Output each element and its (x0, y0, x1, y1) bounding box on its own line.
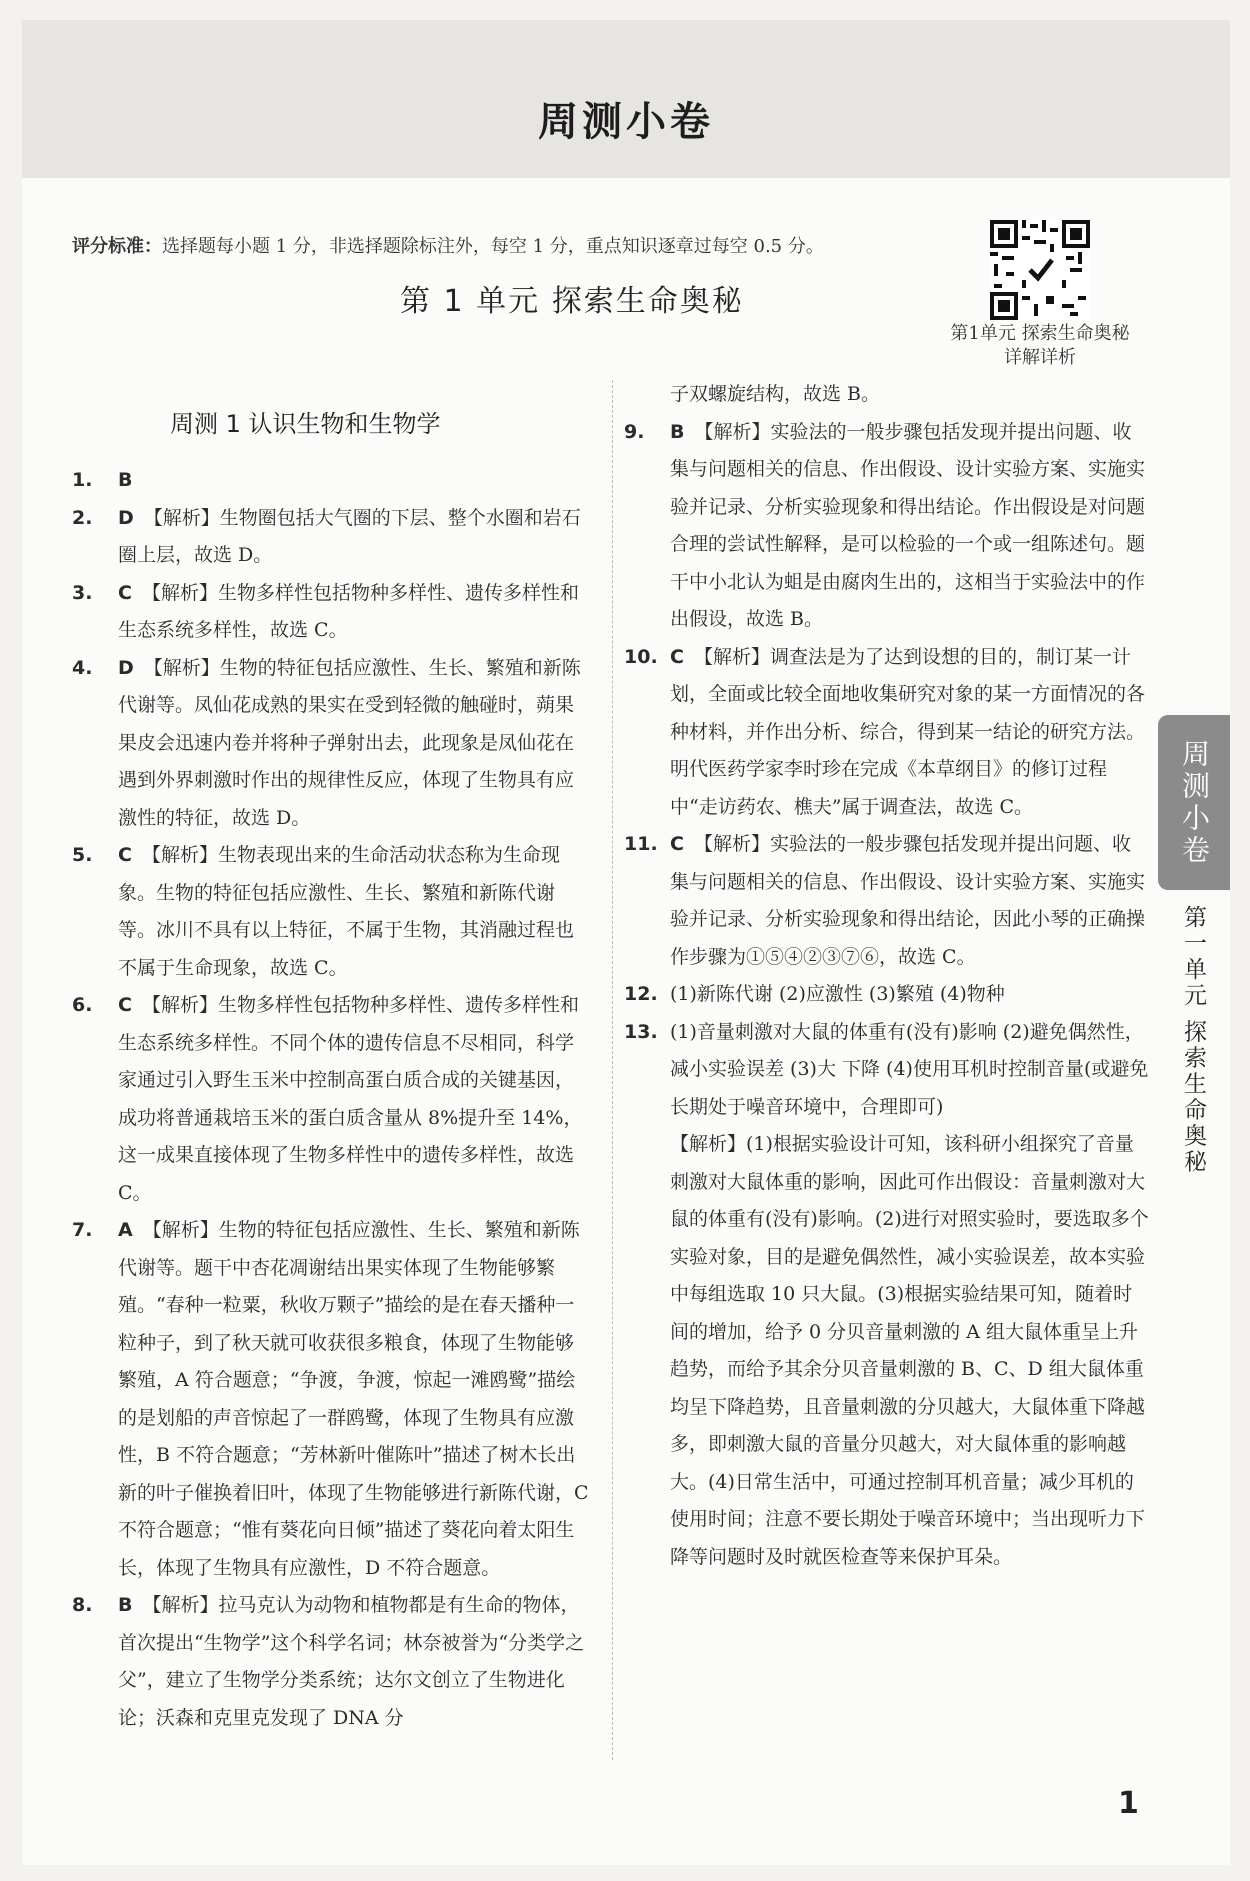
answer-item-6 (72, 987, 592, 1212)
item-answer: D (118, 506, 134, 529)
item-number: 2. (72, 506, 93, 529)
section-title: 周测 1 认识生物和生物学 (170, 410, 441, 438)
answer-item-5 (72, 837, 592, 987)
item-answer: C (118, 581, 132, 604)
qr-code-icon[interactable] (990, 220, 1090, 320)
item-text: 【解析】生物的特征包括应激性、生长、繁殖和新陈代谢等。凤仙花成熟的果实在受到轻微的触碰时，蒴果果皮会迅速内卷并将种子弹射出去，此现象是凤仙花在遇到外界刺激时作出的规律性反应，体现了生物具有应激性的特征，故选 D。 (118, 656, 581, 829)
answer-item-13 (624, 1014, 1149, 1127)
item-answer: C (118, 994, 132, 1016)
answer-item-8 (72, 1587, 592, 1737)
item-number: 5. (72, 844, 93, 866)
scoring-standard (72, 232, 824, 258)
item-number: 7. (72, 1219, 93, 1241)
item-number: 13. (624, 1020, 658, 1043)
unit-title: 第 1 单元 探索生命奥秘 (400, 284, 744, 319)
side-unit-label: 第一单元 探索生命奥秘 (1180, 905, 1206, 1176)
answer-item-13-analysis (624, 1126, 1149, 1576)
item-number: 11. (624, 833, 658, 855)
item-text: 【解析】拉马克认为动物和植物都是有生命的物体，首次提出“生物学”这个科学名词；林奈被誉为“分类学之父”，建立了生物学分类系统；达尔文创立了生物进化论；沃森和克里克发现了 DNA 分 (118, 1594, 585, 1729)
item-number: 3. (72, 581, 93, 604)
page-number: 1 (1118, 1786, 1139, 1821)
item-text: 【解析】(1)根据实验设计可知，该科研小组探究了音量刺激对大鼠体重的影响，因此可作出假设：音量刺激对大鼠的体重有(没有)影响。(2)进行对照实验时，要选取多个实验对象，目的是避免偶然性，减小实验误差，故本实验中每组选取 10 只大鼠。(3)根据实验结果可知，随着时间的增加，给予 0 分贝音量刺激的 A 组大鼠体重呈上升趋势，而给予其余分贝音量刺激的 B、C、D 组大鼠体重均呈下降趋势，且音量刺激的分贝越大，大鼠体重下降越多，即刺激大鼠的音量分贝越大，对大鼠体重的影响越大。(4)日常生活中，可通过控制耳机音量；减少耳机的使用时间；注意不要长期处于噪音环境中；当出现听力下降等问题时及时就医检查等来保护耳朵。 (670, 1133, 1149, 1568)
qr-caption-line1: 第1单元 探索生命奥秘 (950, 323, 1130, 344)
item-number: 1. (72, 469, 93, 491)
item-number: 10. (624, 645, 658, 668)
column-divider (612, 380, 613, 1760)
item-answer: D (118, 656, 134, 679)
item-text: 【解析】调查法是为了达到设想的目的，制订某一计划，全面或比较全面地收集研究对象的某一方面情况的各种材料，并作出分析、综合，得到某一结论的研究方法。明代医药学家李时珍在完成《本草纲目》的修订过程中“走访药农、樵夫”属于调查法，故选 C。 (670, 645, 1146, 818)
header-band (22, 20, 1230, 178)
answer-item-8-cont (624, 376, 1149, 414)
answer-item-9 (624, 414, 1149, 639)
answer-item-1 (72, 462, 592, 500)
item-text: (1)新陈代谢 (2)应激性 (3)繁殖 (4)物种 (670, 983, 1005, 1005)
side-tab: 周测小卷 (1158, 715, 1230, 890)
item-answer: A (118, 1219, 133, 1241)
answer-item-12 (624, 976, 1149, 1014)
item-text: 【解析】生物的特征包括应激性、生长、繁殖和新陈代谢等。题干中杏花凋谢结出果实体现了生物能够繁殖。“春种一粒粟，秋收万颗子”描绘的是在春天播种一粒种子，到了秋天就可收获很多粮食，体现了生物能够繁殖，A 符合题意；“争渡，争渡，惊起一滩鸥鹭”描绘的是划船的声音惊起了一群鸥鹭，体现了生物具有应激性，B 不符合题意；“芳林新叶催陈叶”描述了树木长出新的叶子催换着旧叶，体现了生物能够进行新陈代谢，C 不符合题意；“惟有葵花向日倾”描述了葵花向着太阳生长，体现了生物具有应激性，D 不符合题意。 (118, 1219, 589, 1579)
scoring-text: 选择题每小题 1 分，非选择题除标注外，每空 1 分，重点知识逐章过每空 0.5 分。 (162, 236, 824, 257)
item-text: (1)音量刺激对大鼠的体重有(没有)影响 (2)避免偶然性，减小实验误差 (3)大 下降 (4)使用耳机时控制音量(或避免长期处于噪音环境中，合理即可) (670, 1020, 1149, 1118)
right-column (624, 376, 1149, 1576)
item-answer: C (118, 844, 132, 866)
answer-item-2 (72, 500, 592, 575)
item-text: 【解析】实验法的一般步骤包括发现并提出问题、收集与问题相关的信息、作出假设、设计实验方案、实施实验并记录、分析实验现象和得出结论。作出假设是对问题合理的尝试性解释，是可以检验的一个或一组陈述句。题干中小北认为蛆是由腐肉生出的，这相当于实验法中的作出假设，故选 B。 (670, 420, 1146, 630)
item-text: 【解析】生物表现出来的生命活动状态称为生命现象。生物的特征包括应激性、生长、繁殖和新陈代谢等。冰川不具有以上特征，不属于生物，其消融过程也不属于生命现象，故选 C。 (118, 844, 575, 979)
item-number: 6. (72, 994, 93, 1016)
item-answer: B (118, 1594, 133, 1616)
answer-item-11 (624, 826, 1149, 976)
item-text: 子双螺旋结构，故选 B。 (670, 383, 881, 405)
item-text: 【解析】生物多样性包括物种多样性、遗传多样性和生态系统多样性，故选 C。 (118, 581, 579, 641)
item-number: 8. (72, 1594, 93, 1616)
page-header-title: 周测小卷 (538, 99, 714, 145)
item-number: 9. (624, 420, 645, 443)
item-answer: C (670, 833, 684, 855)
item-answer: B (118, 469, 133, 491)
item-text: 【解析】生物多样性包括物种多样性、遗传多样性和生态系统多样性。不同个体的遗传信息不尽相同，科学家通过引入野生玉米中控制高蛋白质合成的关键基因，成功将普通栽培玉米的蛋白质含量从 8%提升至 14%，这一成果直接体现了生物多样性中的遗传多样性，故选 C。 (118, 994, 583, 1204)
item-answer: B (670, 420, 685, 443)
item-number: 4. (72, 656, 93, 679)
item-text: 【解析】实验法的一般步骤包括发现并提出问题、收集与问题相关的信息、作出假设、设计实验方案、实施实验并记录、分析实验现象和得出结论，因此小琴的正确操作步骤为①⑤④②③⑦⑥，故选 C。 (670, 833, 1146, 968)
answer-item-4 (72, 650, 592, 838)
qr-caption-line2: 详解详析 (1004, 347, 1076, 368)
item-answer: C (670, 645, 684, 668)
answer-item-10 (624, 639, 1149, 827)
qr-caption (925, 322, 1155, 370)
left-column (72, 462, 592, 1737)
item-text: 【解析】生物圈包括大气圈的下层、整个水圈和岩石圈上层，故选 D。 (118, 506, 581, 566)
answer-item-7 (72, 1212, 592, 1587)
item-number: 12. (624, 983, 658, 1005)
answer-item-3 (72, 575, 592, 650)
scoring-label: 评分标准： (72, 236, 162, 257)
